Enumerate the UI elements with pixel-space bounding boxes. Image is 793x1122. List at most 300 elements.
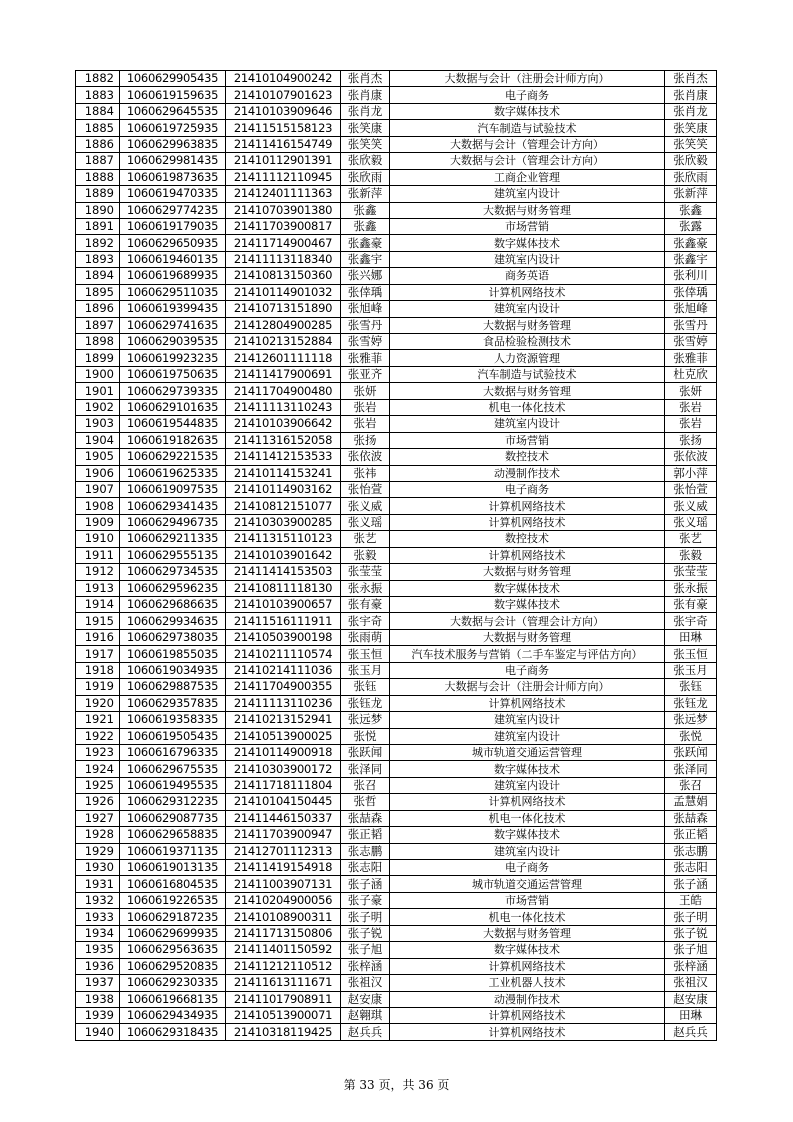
row-number-cell: 1921	[76, 712, 120, 728]
major-cell: 城市轨道交通运营管理	[390, 876, 665, 892]
signature-cell: 张泽同	[665, 761, 717, 777]
major-cell: 汽车技术服务与营销（二手车鉴定与评估方向）	[390, 646, 665, 662]
table-row	[76, 761, 717, 777]
student-id-cell: 21410214111036	[226, 662, 341, 678]
name-cell: 张子豪	[341, 892, 390, 908]
exam-id-cell: 1060619460135	[120, 251, 226, 267]
major-cell: 市场营销	[390, 432, 665, 448]
row-number-cell: 1905	[76, 449, 120, 465]
name-cell: 赵翱琪	[341, 1007, 390, 1023]
name-cell: 张岩	[341, 399, 390, 415]
student-id-cell: 21411419154918	[226, 860, 341, 876]
name-cell: 张肖康	[341, 87, 390, 103]
table-row	[76, 481, 717, 497]
major-cell: 建筑室内设计	[390, 843, 665, 859]
major-cell: 城市轨道交通运营管理	[390, 744, 665, 760]
exam-id-cell: 1060619470335	[120, 186, 226, 202]
table-row	[76, 597, 717, 613]
student-id-cell: 21410103900657	[226, 597, 341, 613]
signature-cell: 张召	[665, 777, 717, 793]
row-number-cell: 1904	[76, 432, 120, 448]
row-number-cell: 1937	[76, 975, 120, 991]
major-cell: 汽车制造与试验技术	[390, 366, 665, 382]
row-number-cell: 1888	[76, 169, 120, 185]
table-row	[76, 909, 717, 925]
student-id-cell: 21410211110574	[226, 646, 341, 662]
exam-id-cell: 1060619371135	[120, 843, 226, 859]
student-id-cell: 21411703900817	[226, 218, 341, 234]
student-id-cell: 21411113110243	[226, 399, 341, 415]
student-id-cell: 21410114901032	[226, 284, 341, 300]
exam-id-cell: 1060629496735	[120, 514, 226, 530]
student-id-cell: 21410103909646	[226, 103, 341, 119]
row-number-cell: 1910	[76, 531, 120, 547]
exam-id-cell: 1060629511035	[120, 284, 226, 300]
row-number-cell: 1906	[76, 465, 120, 481]
major-cell: 工商企业管理	[390, 169, 665, 185]
major-cell: 计算机网络技术	[390, 498, 665, 514]
name-cell: 张泽同	[341, 761, 390, 777]
signature-cell: 张志鹏	[665, 843, 717, 859]
exam-id-cell: 1060619750635	[120, 366, 226, 382]
student-id-cell: 21411412153533	[226, 449, 341, 465]
name-cell: 张雨萌	[341, 629, 390, 645]
row-number-cell: 1894	[76, 268, 120, 284]
name-cell: 张欣雨	[341, 169, 390, 185]
row-number-cell: 1929	[76, 843, 120, 859]
student-id-cell: 21411316152058	[226, 432, 341, 448]
signature-cell: 张欣雨	[665, 169, 717, 185]
signature-cell: 张肖杰	[665, 71, 717, 87]
student-id-cell: 21412804900285	[226, 317, 341, 333]
name-cell: 张玉月	[341, 662, 390, 678]
signature-cell: 张旭峰	[665, 301, 717, 317]
signature-cell: 张雪丹	[665, 317, 717, 333]
name-cell: 张岩	[341, 416, 390, 432]
student-id-cell: 21411515158123	[226, 120, 341, 136]
exam-id-cell: 1060629101635	[120, 399, 226, 415]
row-number-cell: 1900	[76, 366, 120, 382]
major-cell: 计算机网络技术	[390, 794, 665, 810]
signature-cell: 张倖瑀	[665, 284, 717, 300]
signature-cell: 张子旭	[665, 942, 717, 958]
name-cell: 张钰	[341, 679, 390, 695]
table-row	[76, 958, 717, 974]
student-id-cell: 21412401111363	[226, 186, 341, 202]
name-cell: 张鑫宇	[341, 251, 390, 267]
major-cell: 动漫制作技术	[390, 465, 665, 481]
table-row	[76, 251, 717, 267]
table-row	[76, 416, 717, 432]
signature-cell: 张永振	[665, 580, 717, 596]
table-row	[76, 531, 717, 547]
table-row	[76, 876, 717, 892]
student-id-cell: 21410303900285	[226, 514, 341, 530]
exam-id-cell: 1060629738035	[120, 629, 226, 645]
major-cell: 大数据与财务管理	[390, 564, 665, 580]
name-cell: 张子明	[341, 909, 390, 925]
name-cell: 张雪丹	[341, 317, 390, 333]
exam-id-cell: 1060629230335	[120, 975, 226, 991]
exam-id-cell: 1060619034935	[120, 662, 226, 678]
name-cell: 张喆森	[341, 810, 390, 826]
name-cell: 张梓涵	[341, 958, 390, 974]
row-number-cell: 1914	[76, 597, 120, 613]
name-cell: 张旭峰	[341, 301, 390, 317]
signature-cell: 张悦	[665, 728, 717, 744]
signature-cell: 张依波	[665, 449, 717, 465]
student-id-cell: 21410318119425	[226, 1024, 341, 1040]
major-cell: 大数据与财务管理	[390, 629, 665, 645]
name-cell: 张有豪	[341, 597, 390, 613]
row-number-cell: 1933	[76, 909, 120, 925]
exam-id-cell: 1060619923235	[120, 350, 226, 366]
major-cell: 建筑室内设计	[390, 728, 665, 744]
row-number-cell: 1896	[76, 301, 120, 317]
student-id-cell: 21410112901391	[226, 153, 341, 169]
table-row	[76, 514, 717, 530]
major-cell: 电子商务	[390, 662, 665, 678]
exam-id-cell: 1060629221535	[120, 449, 226, 465]
row-number-cell: 1899	[76, 350, 120, 366]
student-id-cell: 21410103906642	[226, 416, 341, 432]
major-cell: 数控技术	[390, 531, 665, 547]
student-id-cell: 21411416154749	[226, 136, 341, 152]
exam-id-cell: 1060619013135	[120, 860, 226, 876]
exam-id-cell: 1060619097535	[120, 481, 226, 497]
exam-id-cell: 1060629734535	[120, 564, 226, 580]
signature-cell: 张扬	[665, 432, 717, 448]
student-id-cell: 21411613111671	[226, 975, 341, 991]
major-cell: 电子商务	[390, 860, 665, 876]
signature-cell: 张笑笑	[665, 136, 717, 152]
major-cell: 数字媒体技术	[390, 761, 665, 777]
student-id-cell: 21411017908911	[226, 991, 341, 1007]
exam-id-cell: 1060629699935	[120, 925, 226, 941]
exam-id-cell: 1060629658835	[120, 827, 226, 843]
name-cell: 张艺	[341, 531, 390, 547]
row-number-cell: 1916	[76, 629, 120, 645]
major-cell: 建筑室内设计	[390, 251, 665, 267]
row-number-cell: 1884	[76, 103, 120, 119]
student-id-cell: 21411112110945	[226, 169, 341, 185]
student-id-cell: 21410104900242	[226, 71, 341, 87]
major-cell: 建筑室内设计	[390, 301, 665, 317]
signature-cell: 张钰龙	[665, 695, 717, 711]
exam-id-cell: 1060629774235	[120, 202, 226, 218]
signature-cell: 张宇奇	[665, 613, 717, 629]
row-number-cell: 1920	[76, 695, 120, 711]
major-cell: 数控技术	[390, 449, 665, 465]
student-id-cell: 21411417900691	[226, 366, 341, 382]
major-cell: 数字媒体技术	[390, 597, 665, 613]
exam-id-cell: 1060629645535	[120, 103, 226, 119]
exam-id-cell: 1060629887535	[120, 679, 226, 695]
table-row	[76, 860, 717, 876]
exam-id-cell: 1060619855035	[120, 646, 226, 662]
student-id-cell: 21411516111911	[226, 613, 341, 629]
student-id-cell: 21411003907131	[226, 876, 341, 892]
signature-cell: 赵安康	[665, 991, 717, 1007]
name-cell: 张宇奇	[341, 613, 390, 629]
row-number-cell: 1934	[76, 925, 120, 941]
table-row	[76, 925, 717, 941]
major-cell: 大数据与会计（管理会计方向）	[390, 613, 665, 629]
major-cell: 计算机网络技术	[390, 958, 665, 974]
name-cell: 张义威	[341, 498, 390, 514]
student-id-cell: 21411113110236	[226, 695, 341, 711]
name-cell: 张兴娜	[341, 268, 390, 284]
name-cell: 张雅菲	[341, 350, 390, 366]
major-cell: 计算机网络技术	[390, 1024, 665, 1040]
signature-cell: 张利川	[665, 268, 717, 284]
name-cell: 张跃闻	[341, 744, 390, 760]
table-body	[76, 71, 717, 1041]
name-cell: 张子旭	[341, 942, 390, 958]
table-row	[76, 136, 717, 152]
major-cell: 大数据与财务管理	[390, 383, 665, 399]
table-row	[76, 449, 717, 465]
exam-id-cell: 1060619668135	[120, 991, 226, 1007]
student-id-cell: 21410114153241	[226, 465, 341, 481]
name-cell: 张笑笑	[341, 136, 390, 152]
name-cell: 张肖杰	[341, 71, 390, 87]
row-number-cell: 1882	[76, 71, 120, 87]
table-row	[76, 629, 717, 645]
exam-id-cell: 1060619544835	[120, 416, 226, 432]
student-id-cell: 21410513900071	[226, 1007, 341, 1023]
name-cell: 张悦	[341, 728, 390, 744]
table-row	[76, 975, 717, 991]
table-row	[76, 71, 717, 87]
name-cell: 赵安康	[341, 991, 390, 1007]
signature-cell: 张雪婷	[665, 334, 717, 350]
student-id-cell: 21411704900480	[226, 383, 341, 399]
row-number-cell: 1913	[76, 580, 120, 596]
major-cell: 大数据与会计（管理会计方向）	[390, 153, 665, 169]
table-row	[76, 1024, 717, 1040]
signature-cell: 张肖康	[665, 87, 717, 103]
student-id-cell: 21410108900311	[226, 909, 341, 925]
row-number-cell: 1912	[76, 564, 120, 580]
signature-cell: 张毅	[665, 547, 717, 563]
signature-cell: 张正韬	[665, 827, 717, 843]
row-number-cell: 1909	[76, 514, 120, 530]
table-row	[76, 613, 717, 629]
signature-cell: 张义瑶	[665, 514, 717, 530]
name-cell: 赵兵兵	[341, 1024, 390, 1040]
row-number-cell: 1938	[76, 991, 120, 1007]
table-row	[76, 564, 717, 580]
table-row	[76, 580, 717, 596]
major-cell: 商务英语	[390, 268, 665, 284]
signature-cell: 张艺	[665, 531, 717, 547]
signature-cell: 赵兵兵	[665, 1024, 717, 1040]
row-number-cell: 1923	[76, 744, 120, 760]
name-cell: 张肖龙	[341, 103, 390, 119]
row-number-cell: 1926	[76, 794, 120, 810]
exam-id-cell: 1060629981435	[120, 153, 226, 169]
signature-cell: 张祖汉	[665, 975, 717, 991]
exam-id-cell: 1060619689935	[120, 268, 226, 284]
signature-cell: 田琳	[665, 1007, 717, 1023]
exam-id-cell: 1060629520835	[120, 958, 226, 974]
major-cell: 大数据与会计（注册会计师方向）	[390, 679, 665, 695]
major-cell: 计算机网络技术	[390, 514, 665, 530]
row-number-cell: 1889	[76, 186, 120, 202]
student-id-cell: 21410103901642	[226, 547, 341, 563]
signature-cell: 张岩	[665, 416, 717, 432]
major-cell: 大数据与财务管理	[390, 925, 665, 941]
name-cell: 张志鹏	[341, 843, 390, 859]
row-number-cell: 1911	[76, 547, 120, 563]
major-cell: 大数据与会计（注册会计师方向）	[390, 71, 665, 87]
row-number-cell: 1917	[76, 646, 120, 662]
student-id-cell: 21411212110512	[226, 958, 341, 974]
signature-cell: 张妍	[665, 383, 717, 399]
exam-id-cell: 1060629741635	[120, 317, 226, 333]
major-cell: 市场营销	[390, 218, 665, 234]
name-cell: 张鑫豪	[341, 235, 390, 251]
table-row	[76, 547, 717, 563]
exam-id-cell: 1060619179035	[120, 218, 226, 234]
signature-cell: 张玉恒	[665, 646, 717, 662]
row-number-cell: 1883	[76, 87, 120, 103]
row-number-cell: 1890	[76, 202, 120, 218]
name-cell: 张毅	[341, 547, 390, 563]
name-cell: 张祎	[341, 465, 390, 481]
table-row	[76, 794, 717, 810]
student-id-cell: 21411401150592	[226, 942, 341, 958]
signature-cell: 张志阳	[665, 860, 717, 876]
student-id-cell: 21410503900198	[226, 629, 341, 645]
table-row	[76, 465, 717, 481]
row-number-cell: 1903	[76, 416, 120, 432]
exam-id-cell: 1060629087735	[120, 810, 226, 826]
signature-cell: 张子锐	[665, 925, 717, 941]
name-cell: 张欣毅	[341, 153, 390, 169]
row-number-cell: 1922	[76, 728, 120, 744]
table-row	[76, 317, 717, 333]
major-cell: 机电一体化技术	[390, 909, 665, 925]
table-row	[76, 712, 717, 728]
student-id-cell: 21410213152941	[226, 712, 341, 728]
name-cell: 张雪婷	[341, 334, 390, 350]
table-row	[76, 186, 717, 202]
signature-cell: 张鑫	[665, 202, 717, 218]
exam-id-cell: 1060629187235	[120, 909, 226, 925]
table-row	[76, 695, 717, 711]
signature-cell: 张雅菲	[665, 350, 717, 366]
table-row	[76, 843, 717, 859]
signature-cell: 张子涵	[665, 876, 717, 892]
exam-id-cell: 1060629357835	[120, 695, 226, 711]
student-id-cell: 21411703900947	[226, 827, 341, 843]
major-cell: 机电一体化技术	[390, 810, 665, 826]
major-cell: 食品检验检测技术	[390, 334, 665, 350]
student-id-cell: 21411704900355	[226, 679, 341, 695]
row-number-cell: 1893	[76, 251, 120, 267]
student-table	[75, 70, 717, 1041]
student-id-cell: 21411113118340	[226, 251, 341, 267]
major-cell: 电子商务	[390, 481, 665, 497]
table-row	[76, 728, 717, 744]
exam-id-cell: 1060629686635	[120, 597, 226, 613]
major-cell: 计算机网络技术	[390, 1007, 665, 1023]
table-row	[76, 662, 717, 678]
table-row	[76, 235, 717, 251]
exam-id-cell: 1060619505435	[120, 728, 226, 744]
name-cell: 张正韬	[341, 827, 390, 843]
signature-cell: 张远梦	[665, 712, 717, 728]
row-number-cell: 1919	[76, 679, 120, 695]
exam-id-cell: 1060629318435	[120, 1024, 226, 1040]
row-number-cell: 1936	[76, 958, 120, 974]
major-cell: 大数据与财务管理	[390, 317, 665, 333]
exam-id-cell: 1060629963835	[120, 136, 226, 152]
exam-id-cell: 1060629563635	[120, 942, 226, 958]
row-number-cell: 1907	[76, 481, 120, 497]
student-id-cell: 21412601111118	[226, 350, 341, 366]
table-row	[76, 120, 717, 136]
table-row	[76, 432, 717, 448]
table-row	[76, 334, 717, 350]
name-cell: 张志阳	[341, 860, 390, 876]
row-number-cell: 1915	[76, 613, 120, 629]
table-row	[76, 169, 717, 185]
table-row	[76, 301, 717, 317]
signature-cell: 张义威	[665, 498, 717, 514]
student-id-cell: 21410811118130	[226, 580, 341, 596]
name-cell: 张鑫	[341, 218, 390, 234]
name-cell: 张哲	[341, 794, 390, 810]
name-cell: 张钰龙	[341, 695, 390, 711]
page-number: 第 33 页，共 36 页	[343, 1078, 450, 1092]
row-number-cell: 1897	[76, 317, 120, 333]
exam-id-cell: 1060619159635	[120, 87, 226, 103]
row-number-cell: 1895	[76, 284, 120, 300]
row-number-cell: 1932	[76, 892, 120, 908]
major-cell: 建筑室内设计	[390, 777, 665, 793]
exam-id-cell: 1060629211335	[120, 531, 226, 547]
major-cell: 建筑室内设计	[390, 186, 665, 202]
name-cell: 张莹莹	[341, 564, 390, 580]
major-cell: 数字媒体技术	[390, 103, 665, 119]
student-id-cell: 21410213152884	[226, 334, 341, 350]
row-number-cell: 1908	[76, 498, 120, 514]
major-cell: 市场营销	[390, 892, 665, 908]
signature-cell: 张有豪	[665, 597, 717, 613]
signature-cell: 张莹莹	[665, 564, 717, 580]
signature-cell: 王皓	[665, 892, 717, 908]
row-number-cell: 1901	[76, 383, 120, 399]
table-row	[76, 268, 717, 284]
major-cell: 工业机器人技术	[390, 975, 665, 991]
name-cell: 张子涵	[341, 876, 390, 892]
major-cell: 电子商务	[390, 87, 665, 103]
student-id-cell: 21411414153503	[226, 564, 341, 580]
row-number-cell: 1898	[76, 334, 120, 350]
student-id-cell: 21411718111804	[226, 777, 341, 793]
exam-id-cell: 1060619873635	[120, 169, 226, 185]
major-cell: 计算机网络技术	[390, 695, 665, 711]
student-id-cell: 21410813150360	[226, 268, 341, 284]
student-id-cell: 21410107901623	[226, 87, 341, 103]
exam-id-cell: 1060629312235	[120, 794, 226, 810]
table-row	[76, 399, 717, 415]
row-number-cell: 1924	[76, 761, 120, 777]
name-cell: 张倖瑀	[341, 284, 390, 300]
